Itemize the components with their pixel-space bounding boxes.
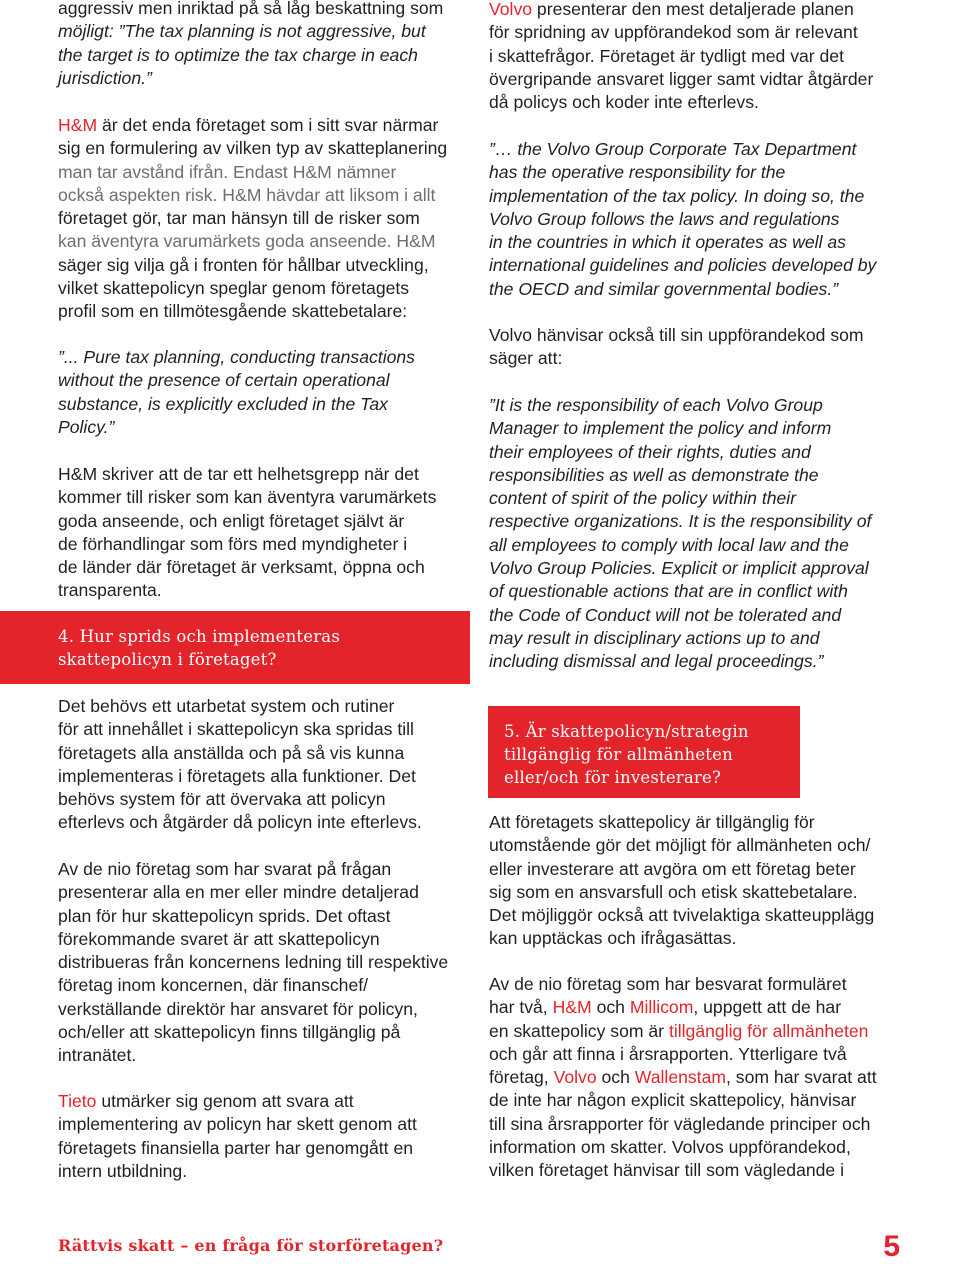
line: Volvo hänvisar också till sin uppförandekod som (489, 325, 864, 345)
left-quote-1 (58, 346, 415, 439)
hm-highlight: H&M (552, 997, 592, 1018)
line: the target is to optimize the tax charge in each (58, 44, 418, 65)
line: content of spirit of the policy within their (489, 488, 797, 509)
line: their employees of their rights, duties and (489, 441, 811, 462)
line: Att företagets skattepolicy är tillgänglig för (489, 812, 815, 832)
volvo-highlight: Volvo (553, 1067, 597, 1088)
left-paragraph-5 (58, 858, 448, 1068)
line: då policys och koder inte efterlevs. (489, 92, 759, 113)
line: profil som en tillmötesgående skattebetalare: (58, 301, 408, 322)
line: implementering av policyn har skett genom att (58, 1114, 417, 1135)
line: transparenta. (58, 580, 162, 601)
line: vilken företaget hänvisar till som vägledande i (489, 1160, 845, 1181)
heading-line: 5. Är skattepolicyn/strategin (504, 722, 749, 741)
line: aggressiv men inriktad på så låg beskattning som (58, 0, 444, 18)
line: utmärker sig genom att svara att (96, 1091, 354, 1111)
heading-line: eller/och för investerare? (504, 768, 722, 787)
right-paragraph-1 (489, 0, 873, 114)
line: Policy.” (58, 416, 115, 437)
line: företag inom koncernen, där finanschef/ (58, 975, 369, 996)
line: utomstående gör det möjligt för allmänheten och/ (489, 835, 871, 856)
right-paragraph-3 (489, 811, 874, 951)
line: H&M skriver att de tar ett helhetsgrepp när det (58, 464, 419, 484)
line: för spridning av uppförandekod som är relevant (489, 22, 858, 43)
public-availability-highlight: tillgänglig för allmänheten (668, 1020, 869, 1041)
line: man tar avstånd ifrån. Endast H&M nämner (58, 161, 397, 182)
left-paragraph-2 (58, 114, 447, 324)
line: responsibilities as well as demonstrate the (489, 464, 819, 485)
right-quote-2 (489, 394, 871, 674)
hm-highlight: H&M (58, 115, 98, 135)
left-paragraph-3 (58, 463, 436, 603)
line: verkställande direktör har ansvaret för policyn, (58, 998, 418, 1019)
line: och/eller att skattepolicyn finns tillgänglig på (58, 1022, 401, 1043)
text-run: har två, (489, 997, 553, 1018)
left-paragraph-6 (58, 1090, 417, 1183)
line: efterlevs och åtgärder då policyn inte efterlevs. (58, 812, 422, 833)
line: de länder där företaget är verksamt, öppna och (58, 557, 425, 578)
line: distribueras från koncernens ledning till respektive (58, 952, 449, 973)
line: presenterar alla en mer eller mindre detaljerad (58, 882, 419, 903)
right-quote-1 (489, 138, 876, 301)
line: ”... Pure tax planning, conducting transactions (58, 347, 415, 367)
line: förekommande svaret är att skattepolicyn (58, 928, 380, 949)
line: kan äventyra varumärkets goda anseende. H&M (58, 231, 436, 252)
text-run: en skattepolicy som är (489, 1020, 669, 1041)
page-number: 5 (883, 1230, 900, 1263)
line: säger sig vilja gå i fronten för hållbar utveckling, (58, 254, 429, 275)
line: plan för hur skattepolicyn sprids. Det oftast (58, 905, 391, 926)
line: implementation of the tax policy. In doing so, the (489, 185, 865, 206)
line: de inte har någon explicit skattepolicy, hänvisar (489, 1090, 857, 1111)
right-paragraph-4 (489, 973, 877, 1183)
heading-line: tillgänglig för allmänheten (504, 745, 733, 764)
line: eller investerare att avgöra om ett företag beter (489, 858, 856, 879)
line: presenterar den mest detaljerade planen (532, 0, 854, 19)
line: of questionable actions that are in conflict with (489, 581, 848, 602)
line: Det behövs ett utarbetat system och rutiner (58, 696, 395, 716)
text-run: , uppgett att de har (693, 997, 842, 1018)
line: all employees to comply with local law and the (489, 534, 849, 555)
line: intranätet. (58, 1045, 137, 1066)
line: är det enda företaget som i sitt svar närmar (97, 115, 439, 135)
right-paragraph-2 (489, 324, 864, 371)
text-run: företag, (489, 1067, 554, 1088)
line: implementeras i företagets alla funktioner. Det (58, 765, 416, 786)
line: Volvo Group follows the laws and regulations (489, 208, 840, 229)
line: de förhandlingar som förs med myndigheter i (58, 533, 408, 554)
line: Volvo Group Policies. Explicit or implicit approval (489, 558, 869, 579)
wallenstam-highlight: Wallenstam (634, 1067, 727, 1088)
line: Av de nio företag som har besvarat formuläret (489, 974, 847, 994)
line: jurisdiction.” (58, 67, 152, 88)
line: information om skatter. Volvos uppförandekod, (489, 1137, 851, 1158)
line: sig som en ansvarsfull och etisk skattebetalare. (489, 881, 858, 902)
section-5-heading (488, 706, 800, 798)
line: may result in disciplinary actions up to and (489, 627, 820, 648)
line: intern utbildning. (58, 1160, 188, 1181)
line: företagets finansiella parter har genomgått en (58, 1137, 414, 1158)
line: substance, is explicitly excluded in the Tax (58, 393, 388, 414)
section-4-heading (0, 611, 470, 684)
left-paragraph-4 (58, 695, 422, 835)
line: kommer till risker som kan äventyra varumärkets (58, 487, 437, 508)
text-run: och (591, 997, 630, 1018)
line: the OECD and similar governmental bodies.” (489, 278, 839, 299)
line: the Code of Conduct will not be tolerated and (489, 604, 842, 625)
line: Det möjliggör också att tvivelaktiga skatteupplägg (489, 905, 875, 926)
line: sig en formulering av vilken typ av skatteplanering (58, 138, 448, 159)
footer-title: Rättvis skatt – en fråga för storföretagen? (58, 1236, 444, 1255)
volvo-highlight: Volvo (489, 0, 533, 19)
line: respective organizations. It is the responsibility of (489, 511, 872, 532)
text-run: och (596, 1067, 635, 1088)
line: without the presence of certain operational (58, 370, 390, 391)
line: möjligt: ”The tax planning is not aggressive, but (58, 21, 426, 42)
line: också aspekten risk. H&M hävdar att liksom i allt (58, 184, 436, 205)
line: kan upptäckas och ifrågasättas. (489, 928, 737, 949)
line: och går att finna i årsrapporten. Ytterligare två (489, 1043, 847, 1064)
text-run: , som har svarat att (726, 1067, 877, 1088)
line: goda anseende, och enligt företaget självt är (58, 510, 405, 531)
heading-line: skattepolicyn i företaget? (58, 650, 277, 669)
left-paragraph-1 (58, 0, 443, 90)
line: Manager to implement the policy and inform (489, 418, 832, 439)
line: övergripande ansvaret ligger samt vidtar åtgärder (489, 68, 874, 89)
line: i skattefrågor. Företaget är tydligt med var det (489, 45, 844, 66)
line: Av de nio företag som har svarat på frågan (58, 859, 392, 879)
line: företaget gör, tar man hänsyn till de risker som (58, 208, 420, 229)
line: ”… the Volvo Group Corporate Tax Department (489, 139, 857, 159)
line: till sina årsrapporter för vägledande principer och (489, 1113, 871, 1134)
line: international guidelines and policies developed by (489, 255, 877, 276)
line: säger att: (489, 348, 563, 369)
line: företagets alla anställda och på så vis kunna (58, 742, 405, 763)
tieto-highlight: Tieto (58, 1091, 97, 1111)
line: ”It is the responsibility of each Volvo Group (489, 395, 823, 415)
line: has the operative responsibility for the (489, 162, 786, 183)
line: behövs system för att övervaka att policyn (58, 789, 386, 810)
heading-line: 4. Hur sprids och implementeras (58, 627, 341, 646)
line: vilket skattepolicyn speglar genom företagets (58, 278, 410, 299)
millicom-highlight: Millicom (629, 997, 694, 1018)
line: including dismissal and legal proceedings.” (489, 651, 824, 672)
line: in the countries in which it operates as well as (489, 232, 846, 253)
line: för att innehållet i skattepolicyn ska spridas till (58, 719, 414, 740)
